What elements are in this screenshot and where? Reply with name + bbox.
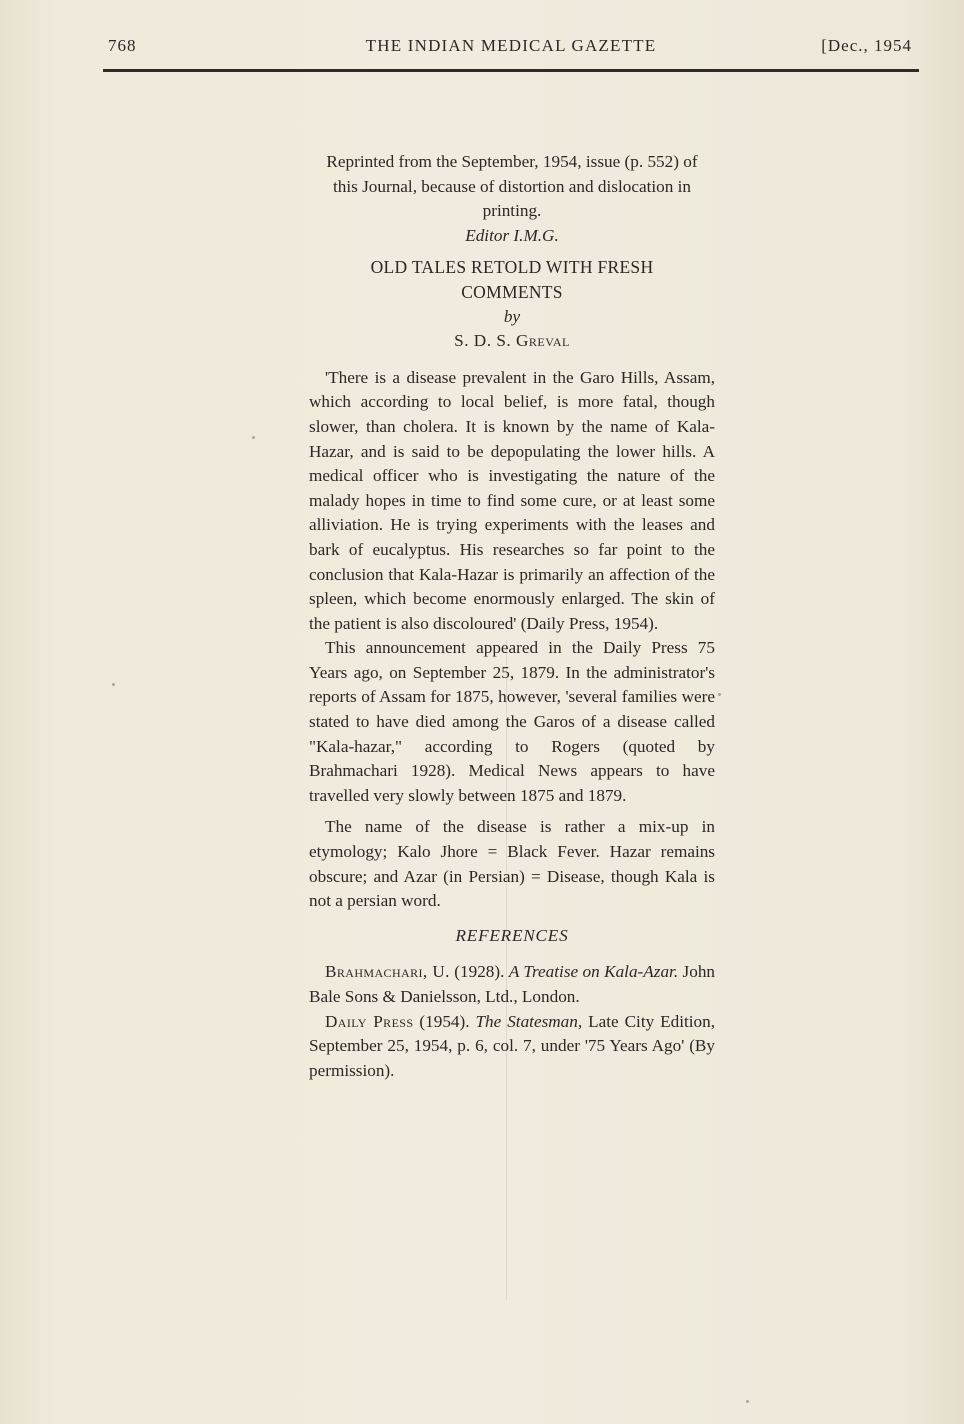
reference-details: John Bale Sons & Danielsson, Ltd., London. — [309, 962, 716, 1006]
paper-speck — [718, 693, 721, 696]
reference-item — [309, 1010, 715, 1084]
page-number: 768 — [108, 36, 137, 55]
reference-year: (1954). — [419, 1011, 470, 1031]
reprint-note-text: Reprinted from the September, 1954, issue (p. 552) of this Journal, because of distortion and dislocation in printing. — [326, 152, 698, 221]
show-through-decoration — [170, 300, 180, 347]
issue-date: [Dec., 1954 — [821, 36, 912, 55]
running-head — [104, 36, 918, 60]
article-title: OLD TALES RETOLD WITH FRESH COMMENTS — [370, 257, 654, 302]
reference-year: (1928). — [454, 962, 505, 982]
reference-item — [309, 960, 715, 1009]
reprint-note-editor: Editor I.M.G. — [465, 225, 559, 245]
reference-author: Brahmachari, U. — [325, 962, 450, 982]
paper-speck — [252, 436, 255, 439]
paper-speck — [746, 1400, 749, 1403]
references-heading: REFERENCES — [455, 925, 569, 945]
reference-title: A Treatise on Kala-Azar. — [508, 962, 679, 982]
byline-by: by — [503, 306, 521, 326]
article-column — [309, 150, 715, 1083]
paper-speck — [112, 683, 115, 686]
body-paragraph: 'There is a disease prevalent in the Garo Hills, Assam, which according to local belief, is more fatal, though slower, than cholera. It is known by the name of Kala-Hazar, and is said to be depopulating the lower hills. A medical officer who is investigating the nature of the malady hopes in time to find some cure, or at least some alliviation. He is trying experiments with the leases and bark of eucalyptus. His researches so far point to the conclusion that Kala-Hazar is primarily an affection of the spleen, which become enormously enlarged. The skin of the patient is also discoloured' (Daily Press, 1954). — [309, 367, 715, 633]
reference-title: The Statesman, — [475, 1011, 583, 1031]
reference-details: Late City Edition, September 25, 1954, p. 6, col. 7, under '75 Years Ago' (By permission). — [309, 1011, 716, 1080]
reprint-note — [309, 150, 715, 248]
article-author: S. D. S. Greval — [454, 331, 570, 351]
body-paragraph: The name of the disease is rather a mix-up in etymology; Kalo Jhore = Black Fever. Hazar remains obscure; and Azar (in Persian) = Disease, though Kala is not a persian word. — [309, 817, 715, 911]
body-paragraph: This announcement appeared in the Daily Press 75 Years ago, on September 25, 1879. In the administrator's reports of Assam for 1875, however, 'several families were stated to have died among the Garos of a disease called "Kala-hazar," according to Rogers (quoted by Brahmachari 1928). Medical News appears to have travelled very slowly between 1875 and 1879. — [309, 638, 715, 805]
header-rule — [103, 69, 919, 72]
reference-author: Daily Press — [325, 1011, 414, 1031]
journal-title: THE INDIAN MEDICAL GAZETTE — [365, 36, 657, 55]
